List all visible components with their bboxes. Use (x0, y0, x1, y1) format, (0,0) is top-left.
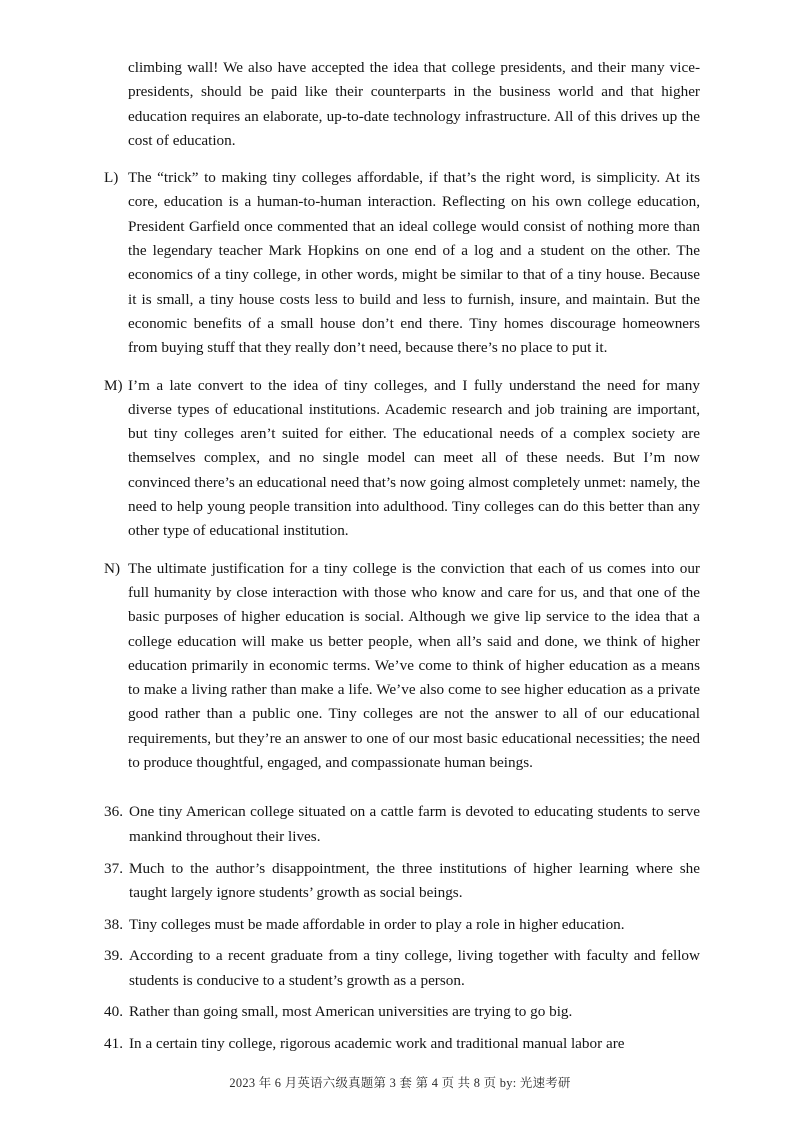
question-number-38: 38. (104, 915, 123, 933)
question-text-38: Tiny colleges must be made affordable in order to play a role in higher education. (129, 915, 625, 933)
question-text-41: In a certain tiny college, rigorous academic work and traditional manual labor are (129, 1035, 625, 1053)
paragraph-label-L: L) (104, 169, 119, 187)
question-list (104, 800, 700, 1056)
question-number-41: 41. (104, 1035, 123, 1053)
paragraph-N (104, 557, 700, 776)
paragraph-label-N: N) (104, 559, 121, 577)
paragraph-L (104, 166, 700, 360)
paragraph-text: climbing wall! We also have accepted the idea that college presidents, and their many vice-presidents, should be paid like their counterparts in the business world and that higher education requires an elaborate, up-to-date technology infrastructure. All of this drives up the cost of education. (128, 59, 700, 149)
question-text-39: According to a recent graduate from a tiny college, living together with faculty and fellow students is conducive to a student’s growth as a person. (129, 947, 700, 989)
question-item-37[interactable] (104, 857, 700, 906)
question-text-40: Rather than going small, most American universities are trying to go big. (129, 1003, 573, 1021)
paragraph-continuation (104, 56, 700, 153)
question-item-40[interactable] (104, 1000, 700, 1025)
page-footer: 2023 年 6 月英语六级真题第 3 套 第 4 页 共 8 页 by: 光速考研 (229, 1076, 571, 1090)
question-number-36: 36. (104, 803, 123, 821)
paragraph-text-M: I’m a late convert to the idea of tiny colleges, and I fully understand the need for many diverse types of educational institutions. Academic research and job training are important, but tiny colleges aren’t suited for either. The educational needs of a complex society are themselves complex, and no single model can meet all of these needs. But I’m now convinced there’s an educational need that’s now going almost completely unmet: namely, the need to help young people transition into adulthood. Tiny colleges can do this better than any other type of educational institution. (128, 376, 700, 540)
question-item-39[interactable] (104, 944, 700, 993)
paragraph-text-L: The “trick” to making tiny colleges affordable, if that’s the right word, is simplicity. At its core, education is a human-to-human interaction. Reflecting on his own college education, President Garfield once commented that an ideal college would consist of nothing more than the legendary teacher Mark Hopkins on one end of a log and a student on the other. The economics of a tiny college, in other words, might be similar to that of a tiny house. Because it is small, a tiny house costs less to build and less to furnish, insure, and maintain. But the economic benefits of a small house don’t end there. Tiny homes discourage homeowners from buying stuff that they really don’t need, because there’s no place to put it. (128, 169, 700, 357)
paragraph-label-M: M) (104, 376, 123, 394)
page-content (104, 56, 700, 1064)
question-text-36: One tiny American college situated on a cattle farm is devoted to educating students to serve mankind throughout their lives. (129, 803, 700, 845)
paragraph-M (104, 374, 700, 544)
question-item-41[interactable] (104, 1032, 700, 1057)
question-number-37: 37. (104, 859, 123, 877)
question-item-36[interactable] (104, 800, 700, 849)
question-number-40: 40. (104, 1003, 123, 1021)
question-number-39: 39. (104, 947, 123, 965)
paragraph-text-N: The ultimate justification for a tiny college is the conviction that each of us comes into our full humanity by close interaction with those who know and care for us, and that one of the basic purposes of higher education is social. Although we give lip service to the idea that a college education will make us better people, when all’s said and done, we think of higher education primarily in economic terms. We’ve come to think of higher education as a means to make a living rather than make a life. We’ve also come to see higher education as a private good rather than a public one. Tiny colleges are not the answer to all of our educational requirements, but they’re an answer to one of our most basic educational necessities; the need to produce thoughtful, engaged, and compassionate human beings. (128, 559, 700, 772)
question-text-37: Much to the author’s disappointment, the three institutions of higher learning where she taught largely ignore students’ growth as social beings. (129, 859, 700, 902)
question-item-38[interactable] (104, 913, 700, 938)
